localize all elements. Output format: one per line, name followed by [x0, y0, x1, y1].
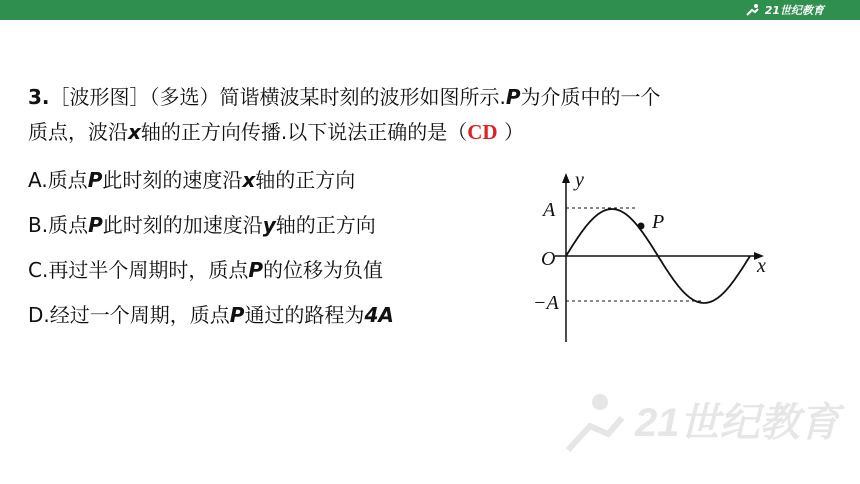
x-label: x — [757, 255, 766, 277]
watermark-text: 21世纪教育 — [635, 401, 840, 445]
question-stem-text: 质点，波沿 — [28, 120, 128, 144]
y-axis-arrow — [562, 173, 570, 183]
brand-logo — [744, 2, 824, 18]
option-d — [28, 300, 394, 330]
answer-paren-close: ） — [503, 120, 524, 144]
question-stem-text: 简谐横波某时刻的波形如图所示. — [219, 85, 506, 109]
question-number: 3. — [28, 85, 50, 109]
option-a — [28, 165, 355, 195]
option-text: 的位移为负值 — [263, 258, 383, 282]
point-P-label: P — [652, 211, 665, 233]
option-text: C.再过半个周期时，质点 — [28, 258, 249, 282]
option-text: 此时刻的加速度沿 — [102, 213, 263, 237]
option-text: D.经过一个周期，质点 — [28, 303, 230, 327]
option-c — [28, 255, 383, 285]
var-P: P — [229, 303, 245, 327]
option-text: B.质点 — [28, 213, 89, 237]
var-x: x — [128, 120, 141, 144]
amplitude-label: A — [543, 199, 556, 221]
waveform-figure — [525, 170, 785, 350]
var-y: y — [262, 213, 276, 237]
option-text: 轴的正方向 — [275, 213, 376, 237]
y-label: y — [575, 170, 584, 191]
answer-paren-open: （ — [447, 120, 468, 144]
watermark-logo — [560, 388, 850, 458]
question-tag: ［波形图］ — [49, 85, 150, 109]
logo-text: 21世纪教育 — [764, 4, 824, 17]
value-4A: 4A — [364, 303, 394, 327]
question-stem-text: 为介质中的一个 — [520, 85, 661, 109]
question-line-1 — [28, 82, 661, 112]
var-x: x — [242, 168, 256, 192]
point-P — [638, 223, 645, 230]
answer: CD — [467, 120, 498, 144]
option-text: A.质点 — [28, 168, 88, 192]
var-P: P — [248, 258, 263, 282]
option-text: 轴的正方向 — [255, 168, 356, 192]
question-stem-text: 轴的正方向传播.以下说法正确的是 — [140, 120, 448, 144]
option-text: 通过的路程为 — [244, 303, 365, 327]
question-line-2 — [28, 117, 524, 147]
neg-amplitude-label: −A — [533, 292, 559, 314]
runner-icon — [744, 3, 762, 17]
option-b — [28, 210, 376, 240]
var-P: P — [505, 85, 521, 109]
var-P: P — [87, 168, 103, 192]
top-bar — [0, 0, 860, 20]
origin-label: O — [541, 248, 556, 270]
var-P: P — [88, 213, 103, 237]
option-text: 此时刻的速度沿 — [102, 168, 243, 192]
question-multi: （多选） — [149, 85, 220, 109]
